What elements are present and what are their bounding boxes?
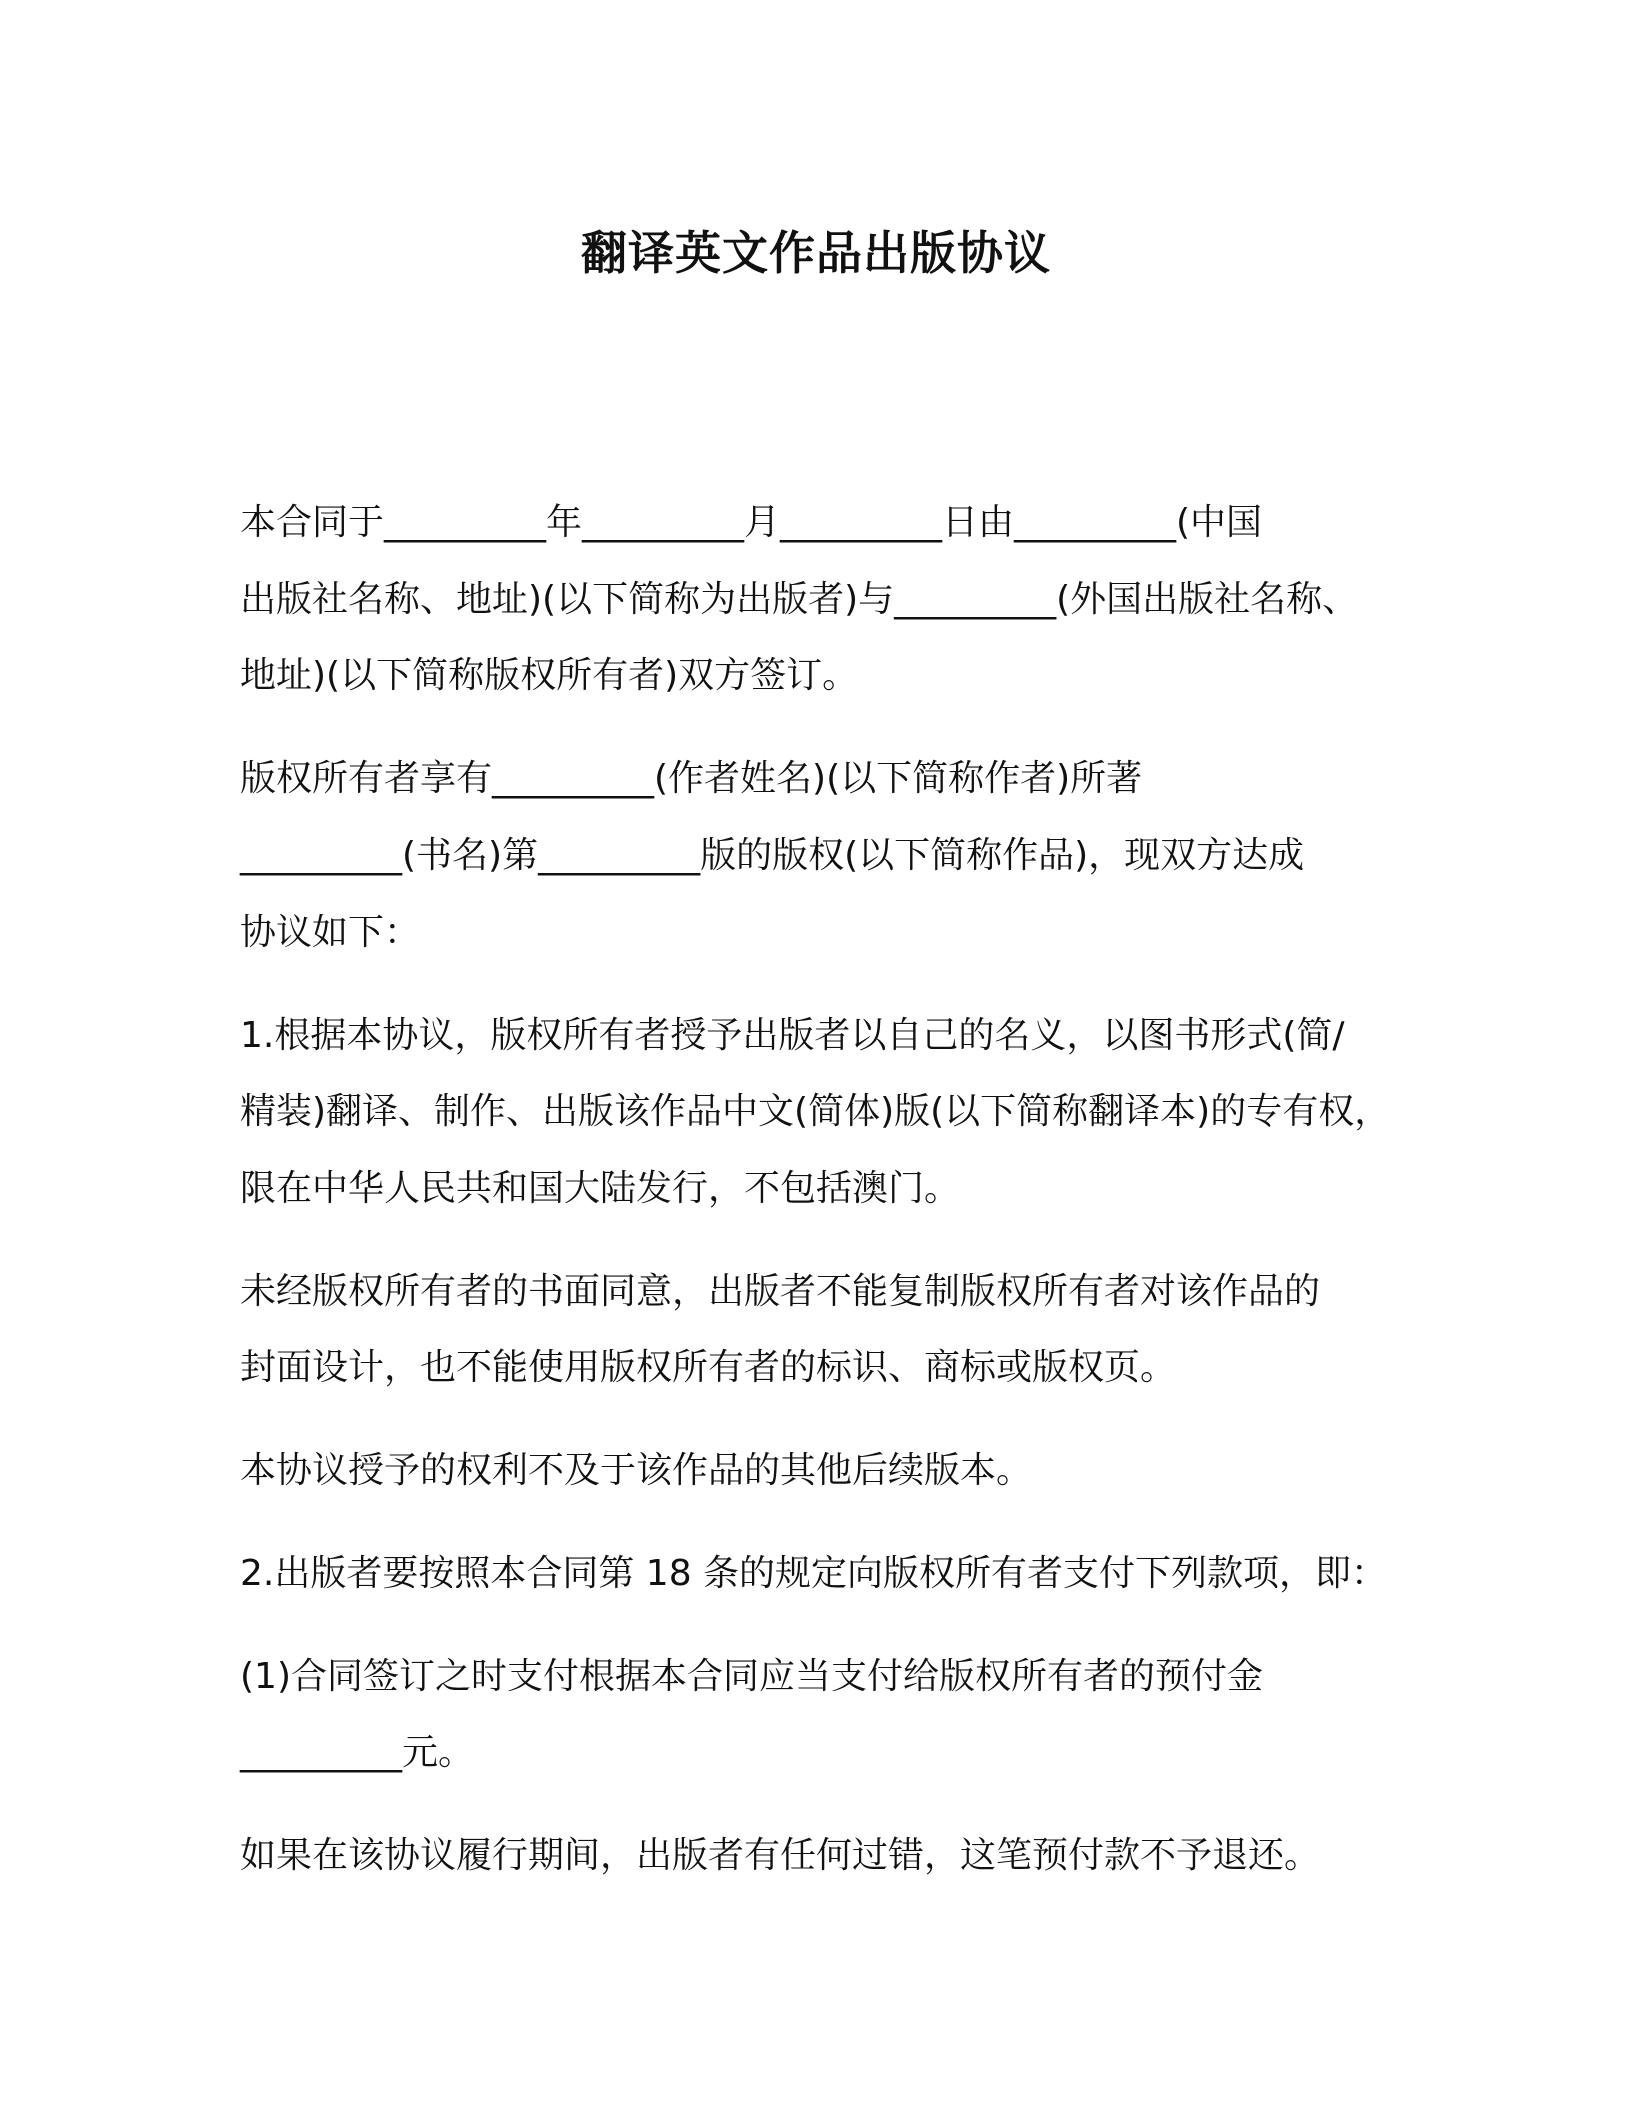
paragraph-1-line-3: 地址)(以下简称版权所有者)双方签订。 (240, 655, 859, 696)
paragraph-1-line-1: 本合同于_________年_________月_________日由_________(中国 (240, 502, 1263, 543)
paragraph-1-line-2: 出版社名称、地址)(以下简称为出版者)与_________(外国出版社名称、 (240, 579, 1359, 620)
clause-1-line-3: 限在中华人民共和国大陆发行，不包括澳门。 (240, 1168, 961, 1209)
paragraph-4-line-1: 未经版权所有者的书面同意，出版者不能复制版权所有者对该作品的 (240, 1271, 1321, 1312)
paragraph-4-line-2: 封面设计，也不能使用版权所有者的标识、商标或版权页。 (240, 1347, 1177, 1388)
paragraph-2-line-3: 协议如下： (240, 912, 421, 953)
clause-1-line-2: 精装)翻译、制作、出版该作品中文(简体)版(以下简称翻译本)的专有权， (240, 1091, 1391, 1132)
clause-2-1-line-1: (1)合同签订之时支付根据本合同应当支付给版权所有者的预付金 (240, 1656, 1263, 1697)
paragraph-2-line-2: _________(书名)第_________版的版权(以下简称作品)，现双方达成 (240, 835, 1305, 876)
clause-1-line-1: 1.根据本协议，版权所有者授予出版者以自己的名义，以图书形式(简/ (240, 1015, 1345, 1056)
paragraph-8: 如果在该协议履行期间，出版者有任何过错，这笔预付款不予退还。 (240, 1835, 1321, 1876)
clause-2: 2.出版者要按照本合同第 18 条的规定向版权所有者支付下列款项，即： (240, 1553, 1388, 1594)
document-title: 翻译英文作品出版协议 (581, 226, 1051, 280)
paragraph-2-line-1: 版权所有者享有_________(作者姓名)(以下简称作者)所著 (240, 758, 1143, 799)
clause-2-1-line-2: _________元。 (240, 1732, 475, 1773)
paragraph-5: 本协议授予的权利不及于该作品的其他后续版本。 (240, 1450, 1033, 1491)
